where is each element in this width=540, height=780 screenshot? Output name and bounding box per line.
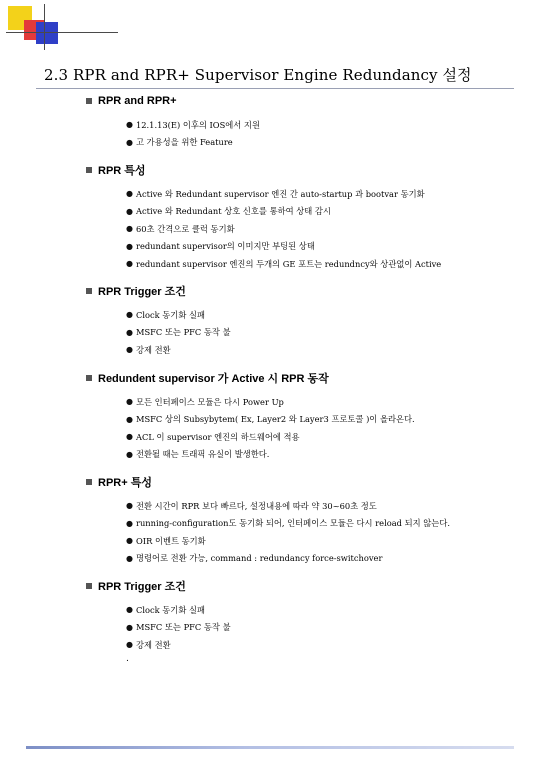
list-item: ● 고 가용성을 위한 Feature — [126, 137, 233, 148]
square-bullet-icon — [86, 288, 92, 294]
section-heading: Redundent supervisor 가 Active 시 RPR 동작 — [98, 373, 329, 385]
square-bullet-icon — [86, 167, 92, 173]
section-heading: RPR 특성 — [98, 165, 146, 177]
dot-bullet-icon: ● — [126, 622, 133, 632]
section-heading: RPR+ 특성 — [98, 477, 152, 489]
section-rpr-trigger-conditions-2 — [86, 577, 231, 654]
dot-bullet-icon: ● — [126, 120, 133, 130]
logo-blue-square — [36, 22, 58, 44]
logo-horizontal-line — [6, 32, 118, 33]
list-item: ● Active 와 Redundant supervisor 엔진 간 auto-startup 과 bootvar 동기화 — [126, 188, 425, 199]
dot-bullet-icon: ● — [126, 259, 133, 269]
dot-bullet-icon: ● — [126, 605, 133, 615]
list-item: ● 모든 인터페이스 모듈은 다시 Power Up — [126, 396, 284, 407]
title-divider — [36, 88, 514, 89]
dot-bullet-icon: ● — [126, 137, 133, 147]
list-item: ● running-configuration도 동기화 되어, 인터페이스 모듈은 다시 reload 되지 않는다. — [126, 518, 450, 529]
list-item: ● ACL 이 supervisor 엔진의 하드웨어에 적용 — [126, 431, 300, 442]
section-heading: RPR Trigger 조건 — [98, 581, 186, 593]
dot-bullet-icon: ● — [126, 432, 133, 442]
square-bullet-icon — [86, 583, 92, 589]
list-item: ● 강제 전환 — [126, 344, 171, 355]
list-item: ● 12.1.13(E) 이후의 IOS에서 지원 — [126, 119, 260, 130]
list-item: ● 전환될 때는 트래픽 유실이 발생한다. — [126, 449, 270, 460]
dot-bullet-icon: ● — [126, 310, 133, 320]
list-item: ● redundant supervisor 엔진의 두개의 GE 포트는 redundncy와 상관없이 Active — [126, 258, 442, 269]
list-item: ● MSFC 또는 PFC 동작 불 — [126, 327, 231, 338]
dot-bullet-icon: ● — [126, 345, 133, 355]
dot-bullet-icon: ● — [126, 640, 133, 650]
section-rpr-and-rpr-plus — [86, 92, 260, 151]
list-item: ● MSFC 또는 PFC 동작 불 — [126, 622, 231, 633]
trailing-mark: . — [126, 654, 129, 664]
logo-vertical-line — [44, 4, 45, 50]
dot-bullet-icon: ● — [126, 501, 133, 511]
list-item: ● Clock 동기화 실패 — [126, 604, 206, 615]
section-rpr-trigger-conditions — [86, 282, 231, 359]
section-redundant-active-behavior — [86, 369, 415, 463]
list-item: ● 명령어로 전환 가능, command : redundancy force-switchover — [126, 553, 383, 564]
list-item: ● 60초 간격으로 클럭 동기화 — [126, 223, 235, 234]
square-bullet-icon — [86, 479, 92, 485]
list-item: ● 전환 시간이 RPR 보다 빠르다, 설정내용에 따라 약 30~60초 정도 — [126, 500, 377, 511]
section-heading: RPR and RPR+ — [98, 95, 177, 107]
list-item: ● OIR 이벤트 동기화 — [126, 535, 206, 546]
list-item: ● Active 와 Redundant 상호 신호를 통하여 상태 감시 — [126, 206, 331, 217]
section-rpr-plus-characteristics — [86, 473, 450, 567]
dot-bullet-icon: ● — [126, 327, 133, 337]
list-item: ● MSFC 상의 Subsybytem( Ex, Layer2 와 Layer3 프로토콜 )이 올라온다. — [126, 414, 415, 425]
dot-bullet-icon: ● — [126, 241, 133, 251]
list-item: ● redundant supervisor의 이미지만 부팅된 상태 — [126, 241, 315, 252]
dot-bullet-icon: ● — [126, 397, 133, 407]
dot-bullet-icon: ● — [126, 553, 133, 563]
dot-bullet-icon: ● — [126, 189, 133, 199]
dot-bullet-icon: ● — [126, 206, 133, 216]
list-item: ● Clock 동기화 실패 — [126, 309, 206, 320]
section-heading: RPR Trigger 조건 — [98, 286, 186, 298]
dot-bullet-icon: ● — [126, 536, 133, 546]
footer-divider — [26, 746, 514, 749]
page-title: 2.3 RPR and RPR+ Supervisor Engine Redundancy 설정 — [44, 66, 472, 84]
dot-bullet-icon: ● — [126, 414, 133, 424]
section-rpr-characteristics — [86, 161, 441, 273]
dot-bullet-icon: ● — [126, 449, 133, 459]
square-bullet-icon — [86, 98, 92, 104]
dot-bullet-icon: ● — [126, 224, 133, 234]
square-bullet-icon — [86, 375, 92, 381]
list-item: ● 강제 전환 — [126, 639, 171, 650]
dot-bullet-icon: ● — [126, 518, 133, 528]
